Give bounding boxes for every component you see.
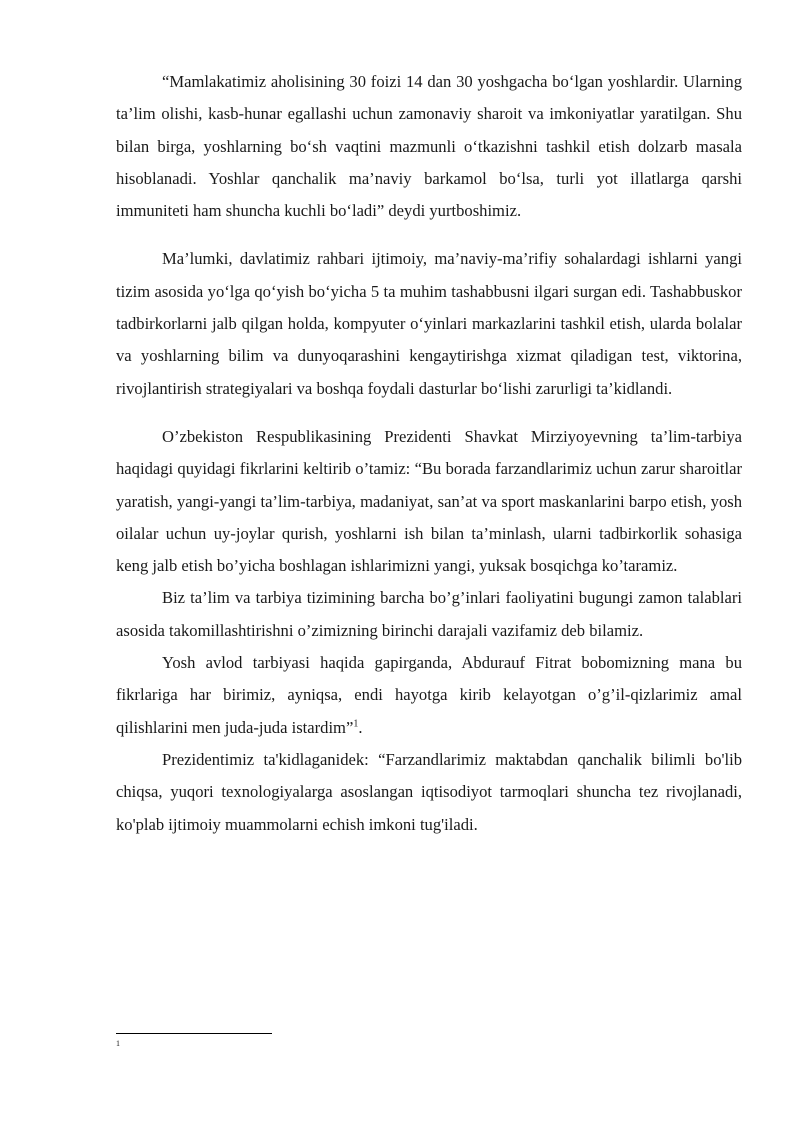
paragraph-5-text: Yosh avlod tarbiyasi haqida gapirganda, Abdurauf Fitrat bobomizning mana bu fikrlariga har birimiz, ayniqsa, endi hayotga kirib kelayotgan o’g’il-qizlarimiz amal qilishlarini men juda-juda istardim” — [116, 653, 742, 737]
paragraph-2: Ma’lumki, davlatimiz rahbari ijtimoiy, ma’naviy-ma’rifiy sohalardagi ishlarni yangi tizim asosida yoʻlga qoʻyish boʻyicha 5 ta muhim tashabbusni ilgari surgan edi. Tashabbuskor tadbirkorlarni jalb qilgan holda, kompyuter oʻyinlari markazlarini tashkil etish, ularda bolalar va yoshlarning bilim va dunyoqarashini kengaytirishga xizmat qiladigan test, viktorina, rivojlantirish strategiyalari va boshqa foydali dasturlar boʻlishi zarurligi ta’kidlandi. — [116, 249, 742, 398]
paragraph-6: Prezidentimiz ta'kidlaganidek: “Farzandlarimiz maktabdan qanchalik bilimli bo'lib chiqsa, yuqori texnologiyalarga asoslangan iqtisodiyot tarmoqlari shuncha tez rivojlanadi, ko'plab ijtimoiy muammolarni echish imkoni tug'iladi. — [116, 749, 742, 834]
paragraph-1: “Mamlakatimiz aholisining 30 foizi 14 dan 30 yoshgacha boʻlgan yoshlardir. Ularning ta’lim olishi, kasb-hunar egallashi uchun zamonaviy sharoit va imkoniyatlar yaratilgan. Shu bilan birga, yoshlarning boʻsh vaqtini mazmunli oʻtkazishni tashkil etish dolzarb masala hisoblanadi. Yoshlar qanchalik ma’naviy barkamol boʻlsa, turli yot illatlarga qarshi immuniteti ham shuncha kuchli boʻladi” deydi yurtboshimiz. — [116, 72, 742, 221]
footnote-mark: 1 — [116, 1039, 120, 1048]
footnote-reference[interactable]: 1 — [353, 718, 359, 730]
footnote-separator — [116, 1033, 272, 1034]
body-text — [116, 66, 742, 841]
paragraph-3: O’zbekiston Respublikasining Prezidenti Shavkat Mirziyoyevning ta’lim-tarbiya haqidagi quyidagi fikrlarini keltirib o’tamiz: “Bu borada farzandlarimiz uchun zarur sharoitlar yaratish, yangi-yangi ta’lim-tarbiya, madaniyat, san’at va sport maskanlarini barpo etish, yosh oilalar uchun uy-joylar qurish, yoshlarni ish bilan ta’minlash, ularni tadbirkorlik sohasiga keng jalb etish bo’yicha boshlagan ishlarimizni yangi, yuksak bosqichga ko’taramiz. — [116, 426, 742, 576]
paragraph-5-end: . — [358, 717, 363, 737]
paragraph-5 — [116, 647, 742, 744]
paragraph-4: Biz ta’lim va tarbiya tizimining barcha bo’g’inlari faoliyatini bugungi zamon talablari asosida takomillashtirishni o’zimizning birinchi darajali vazifamiz deb bilamiz. — [116, 588, 742, 640]
